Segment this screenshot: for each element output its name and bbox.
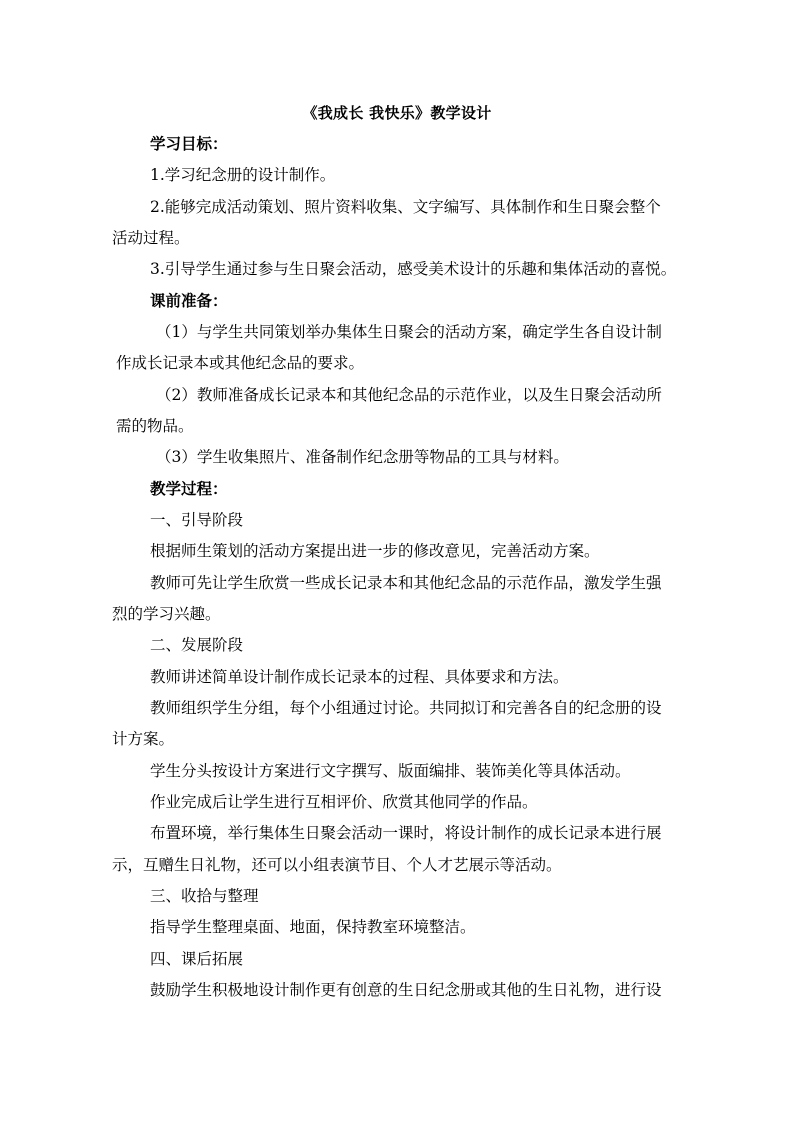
- section-2-heading: 二、发展阶段: [150, 636, 244, 654]
- heading-process: 教学过程：: [150, 479, 228, 498]
- goal-item-3: 3.引导学生通过参与生日聚会活动，感受美术设计的乐趣和集体活动的喜悦。: [150, 260, 677, 278]
- heading-preparation: 课前准备：: [150, 291, 228, 310]
- paragraph: 学生分头按设计方案进行文字撰写、版面编排、装饰美化等具体活动。: [150, 762, 631, 780]
- goal-item-1: 1.学习纪念册的设计制作。: [150, 166, 336, 184]
- paragraph: 教师讲述简单设计制作成长记录本的过程、具体要求和方法。: [150, 668, 569, 686]
- prep-item-2: （2）教师准备成长记录本和其他纪念品的示范作业，以及生日聚会活动所: [156, 386, 662, 404]
- goal-item-2-cont: 活动过程。: [112, 229, 190, 247]
- paragraph-cont: 烈的学习兴趣。: [112, 605, 221, 623]
- section-4-heading: 四、课后拓展: [150, 950, 244, 968]
- paragraph: 指导学生整理桌面、地面，保持教室环境整洁。: [150, 918, 476, 936]
- section-1-heading: 一、引导阶段: [150, 511, 244, 529]
- document-title: 《我成长 我快乐》教学设计: [302, 104, 492, 122]
- paragraph: 根据师生策划的活动方案提出进一步的修改意见，完善活动方案。: [150, 542, 600, 560]
- heading-learning-goals: 学习目标：: [150, 134, 228, 153]
- paragraph: 教师可先让学生欣赏一些成长记录本和其他纪念品的示范作品，激发学生强: [150, 574, 662, 592]
- paragraph: 教师组织学生分组，每个小组通过讨论。共同拟订和完善各自的纪念册的设: [150, 699, 662, 717]
- section-3-heading: 三、收拾与整理: [150, 887, 259, 905]
- goal-item-2: 2.能够完成活动策划、照片资料收集、文字编写、具体制作和生日聚会整个: [150, 198, 661, 216]
- paragraph: 布置环境，举行集体生日聚会活动一课时，将设计制作的成长记录本进行展: [150, 824, 662, 842]
- prep-item-1-cont: 作成长记录本或其他纪念品的要求。: [116, 354, 365, 372]
- paragraph: 鼓励学生积极地设计制作更有创意的生日纪念册或其他的生日礼物，进行设: [150, 981, 662, 999]
- prep-item-3: （3）学生收集照片、准备制作纪念册等物品的工具与材料。: [156, 448, 569, 466]
- paragraph-cont: 计方案。: [112, 730, 175, 748]
- paragraph-cont: 示，互赠生日礼物，还可以小组表演节目、个人才艺展示等活动。: [112, 856, 562, 874]
- paragraph: 作业完成后让学生进行互相评价、欣赏其他同学的作品。: [150, 793, 538, 811]
- prep-item-2-cont: 需的物品。: [116, 417, 194, 435]
- prep-item-1: （1）与学生共同策划举办集体生日聚会的活动方案，确定学生各自设计制: [156, 323, 662, 341]
